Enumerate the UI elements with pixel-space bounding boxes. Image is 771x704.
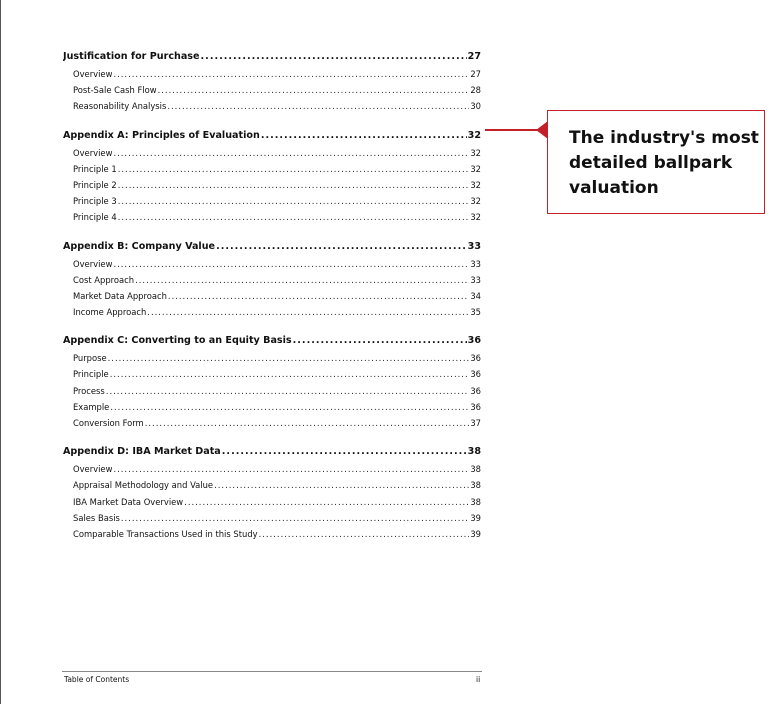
- toc-entry[interactable]: [63, 304, 481, 320]
- toc-entry[interactable]: [63, 415, 481, 431]
- toc-heading[interactable]: [63, 443, 481, 461]
- toc-entry-page: 38: [470, 464, 481, 475]
- toc-entry[interactable]: [63, 526, 481, 542]
- dot-leader: [261, 127, 467, 145]
- toc-entry-page: 32: [470, 147, 481, 158]
- footer-rule: [62, 671, 482, 672]
- dot-leader: [106, 383, 470, 399]
- toc-entry[interactable]: [63, 193, 481, 209]
- toc-entry[interactable]: [63, 366, 481, 382]
- dot-leader: [110, 366, 470, 382]
- toc-entry-page: 36: [470, 353, 481, 364]
- toc-entry-page: 32: [470, 212, 481, 223]
- toc-entry[interactable]: [63, 256, 481, 272]
- toc-entry-label: Purpose: [73, 353, 107, 364]
- dot-leader: [108, 350, 470, 366]
- toc-entry[interactable]: [63, 288, 481, 304]
- toc-entry-page: 32: [470, 163, 481, 174]
- toc-entry-label: Cost Approach: [73, 274, 135, 285]
- dot-leader: [184, 494, 469, 510]
- toc-entry-page: 33: [470, 258, 481, 269]
- dot-leader: [118, 177, 470, 193]
- toc-entry[interactable]: [63, 272, 481, 288]
- toc-heading-title: Appendix A: Principles of Evaluation: [63, 129, 260, 141]
- toc-entry-page: 35: [470, 307, 481, 318]
- dot-leader: [214, 477, 469, 493]
- callout-box: [547, 110, 765, 214]
- dot-leader: [201, 48, 467, 66]
- dot-leader: [121, 510, 469, 526]
- page-edge: [0, 0, 1, 704]
- dot-leader: [167, 98, 469, 114]
- toc-entry-label: Overview: [73, 464, 113, 475]
- toc-heading[interactable]: [63, 127, 481, 145]
- toc-entry[interactable]: [63, 494, 481, 510]
- callout-text: The industry's most detailed ballpark valuation: [569, 128, 759, 198]
- toc-entry-page: 27: [470, 69, 481, 79]
- dot-leader: [145, 415, 470, 431]
- dot-leader: [110, 399, 469, 415]
- toc-entry-label: IBA Market Data Overview: [73, 496, 184, 507]
- toc-heading[interactable]: [63, 332, 481, 350]
- toc-entry[interactable]: [63, 399, 481, 415]
- toc-entry-label: Sales Basis: [73, 512, 120, 523]
- toc-heading-page: 32: [467, 129, 481, 141]
- toc-entry-page: 30: [470, 101, 481, 112]
- dot-leader: [113, 145, 469, 161]
- toc-entry-page: 32: [470, 196, 481, 207]
- dot-leader: [135, 272, 469, 288]
- toc-entry-page: 28: [470, 85, 481, 96]
- toc-entry[interactable]: [63, 510, 481, 526]
- toc-section: [63, 443, 481, 542]
- toc-section: [63, 127, 481, 226]
- toc-entry[interactable]: [63, 383, 481, 399]
- toc-entry-label: Market Data Approach: [73, 290, 167, 301]
- toc-entry-label: Process: [73, 385, 105, 396]
- toc-entry-page: 34: [470, 290, 481, 301]
- toc-heading-page: 33: [467, 240, 481, 252]
- dot-leader: [216, 238, 467, 256]
- toc-entry[interactable]: [63, 66, 481, 82]
- dot-leader: [113, 66, 469, 82]
- toc-entry-label: Principle: [73, 369, 109, 380]
- toc-entry-label: Income Approach: [73, 307, 147, 318]
- toc-entry-label: Principle 1: [73, 163, 117, 174]
- toc-entry-label: Reasonability Analysis: [73, 101, 167, 112]
- dot-leader: [168, 288, 469, 304]
- toc-entry[interactable]: [63, 82, 481, 98]
- toc-entry-page: 38: [470, 480, 481, 491]
- toc-heading-page: 36: [467, 335, 481, 347]
- toc-entry-label: Example: [73, 401, 110, 412]
- callout-connector: [485, 129, 540, 131]
- toc-heading[interactable]: [63, 48, 481, 66]
- toc-entry-label: Principle 4: [73, 212, 117, 223]
- toc-entry-label: Overview: [73, 258, 113, 269]
- toc-heading[interactable]: [63, 238, 481, 256]
- dot-leader: [118, 209, 470, 225]
- toc-entry-page: 39: [470, 528, 481, 539]
- toc-entry-page: 33: [470, 274, 481, 285]
- footer-title: Table of Contents: [64, 675, 130, 684]
- toc-entry-label: Post-Sale Cash Flow: [73, 85, 157, 96]
- toc-entry-label: Conversion Form: [73, 418, 144, 428]
- toc-section: [63, 332, 481, 431]
- dot-leader: [113, 461, 469, 477]
- dot-leader: [147, 304, 469, 320]
- toc-entry[interactable]: [63, 461, 481, 477]
- dot-leader: [158, 82, 470, 98]
- toc-heading-title: Appendix B: Company Value: [63, 240, 216, 252]
- toc-entry-label: Overview: [73, 69, 113, 79]
- toc-entry-page: 36: [470, 385, 481, 396]
- toc-heading-title: Appendix C: Converting to an Equity Basis: [63, 335, 292, 347]
- dot-leader: [222, 443, 467, 461]
- dot-leader: [293, 332, 467, 350]
- toc-heading-title: Justification for Purchase: [63, 51, 200, 62]
- toc-section: [63, 48, 481, 115]
- table-of-contents: [63, 48, 481, 554]
- toc-entry-page: 36: [470, 401, 481, 412]
- toc-entry-page: 37: [470, 418, 481, 428]
- toc-heading-title: Appendix D: IBA Market Data: [63, 446, 221, 458]
- toc-entry-label: Principle 3: [73, 196, 117, 207]
- dot-leader: [259, 526, 470, 542]
- toc-entry[interactable]: [63, 350, 481, 366]
- toc-heading-page: 27: [467, 51, 481, 62]
- toc-entry[interactable]: [63, 477, 481, 493]
- toc-entry[interactable]: [63, 161, 481, 177]
- toc-section: [63, 238, 481, 321]
- dot-leader: [113, 256, 469, 272]
- toc-entry[interactable]: [63, 177, 481, 193]
- toc-entry[interactable]: [63, 98, 481, 114]
- toc-entry[interactable]: [63, 145, 481, 161]
- toc-entry[interactable]: [63, 209, 481, 225]
- dot-leader: [118, 193, 470, 209]
- toc-entry-page: 38: [470, 496, 481, 507]
- toc-entry-label: Appraisal Methodology and Value: [73, 480, 214, 491]
- toc-entry-page: 39: [470, 512, 481, 523]
- toc-entry-label: Principle 2: [73, 179, 117, 190]
- toc-entry-label: Overview: [73, 147, 113, 158]
- toc-heading-page: 38: [467, 446, 481, 458]
- toc-entry-label: Comparable Transactions Used in this Study: [73, 528, 258, 539]
- toc-entry-page: 36: [470, 369, 481, 380]
- toc-entry-page: 32: [470, 179, 481, 190]
- footer-page-number: ii: [476, 675, 481, 684]
- dot-leader: [118, 161, 470, 177]
